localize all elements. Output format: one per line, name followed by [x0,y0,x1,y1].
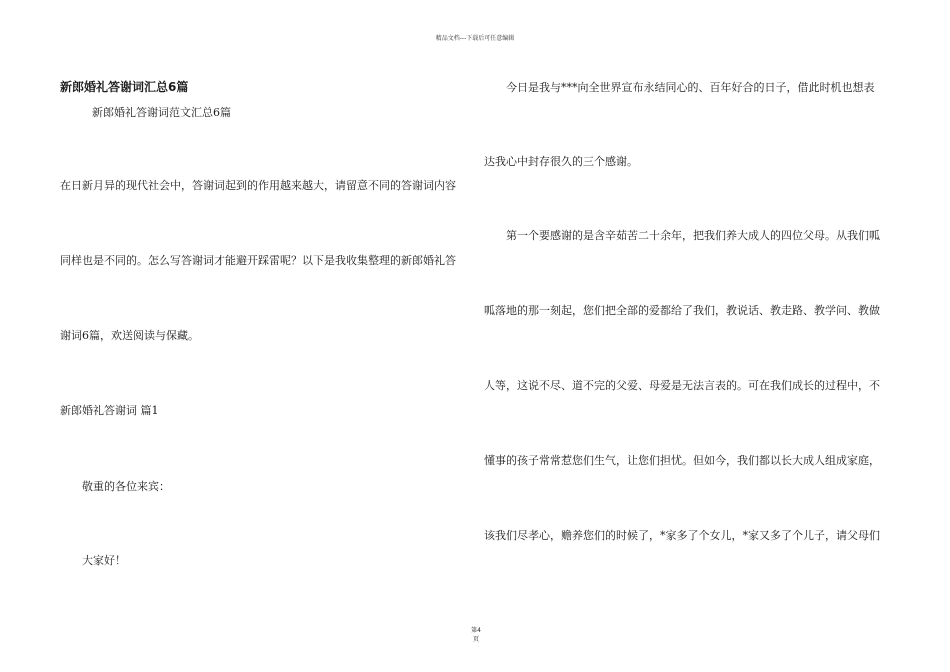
body-line: 第一个要感谢的是含辛茹苦二十余年，把我们养大成人的四位父母。从我们呱 [506,229,880,242]
section-heading: 新郎婚礼答谢词 篇1 [60,404,159,417]
document-subtitle: 新郎婚礼答谢词范文汇总6篇 [92,106,231,119]
header-note: 精品文档---下载后可任意编辑 [435,35,515,42]
intro-line: 谢词6篇，欢送阅读与保藏。 [60,329,199,342]
page-number [466,626,486,644]
body-line: 达我心中封存很久的三个感谢。 [484,155,638,168]
page-number-suffix: 页 [472,636,479,643]
page-number-label: 第4 [471,627,481,634]
greeting-line: 敬重的各位来宾： [82,480,170,493]
greeting-line: 大家好！ [82,554,126,567]
intro-line: 同样也是不同的。怎么写答谢词才能避开踩雷呢？以下是我收集整理的新郎婚礼答 [60,254,456,267]
body-line: 人等，这说不尽、道不完的父爱、母爱是无法言表的。可在我们成长的过程中，不 [484,379,880,392]
body-line: 懂事的孩子常常惹您们生气，让您们担忧。但如今，我们都以长大成人组成家庭， [484,454,880,467]
intro-line: 在日新月异的现代社会中，答谢词起到的作用越来越大，请留意不同的答谢词内容 [60,179,456,192]
document-title: 新郎婚礼答谢词汇总6篇 [60,80,189,94]
body-line: 呱落地的那一刻起，您们把全部的爱都给了我们，教说话、教走路、教学问、教做 [484,304,880,317]
body-line: 今日是我与***向全世界宣布永结同心的、百年好合的日子，借此时机也想表 [506,81,875,94]
body-line: 该我们尽孝心，赡养您们的时候了，*家多了个女儿，*家又多了个儿子，请父母们 [484,529,880,542]
